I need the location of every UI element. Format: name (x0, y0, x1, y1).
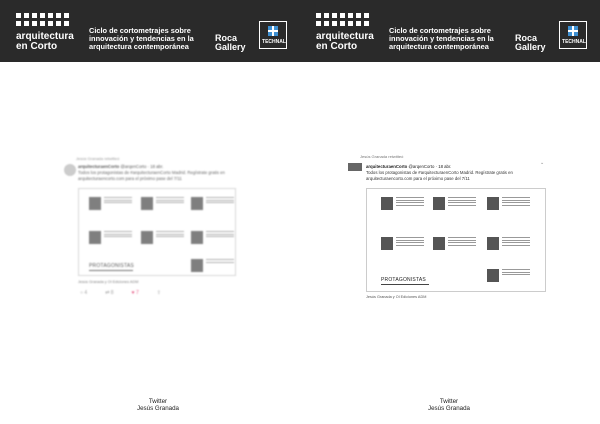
tweet-left[interactable] (64, 154, 238, 304)
tweet-right[interactable] (348, 154, 550, 304)
caption-right: Twitter Jesús Granada (428, 398, 470, 412)
roca-gallery-logo: Roca Gallery (515, 33, 546, 52)
tweet-tagged: Jesús Granada y Ol Ediciones ADM (366, 295, 427, 299)
header-banner (0, 0, 600, 62)
tagline: Ciclo de cortometrajes sobre innovación y tendencias en la arquitectura contemporánea (389, 26, 494, 51)
logo-text: arquitectura en Corto (16, 31, 74, 52)
retweet-icon[interactable]: ⇄ 8 (105, 290, 114, 296)
tweet-actions (80, 290, 161, 296)
tweet-author[interactable]: arquitecturaenCorto @arqenCorto · 18 abr. (366, 164, 452, 169)
tweet-text: Todos los protagonistas de #arquitecturaenCorto Madrid. Regístrate gratis en arquitecturaencorto.com para el próximo pase del 7/11 (366, 170, 513, 181)
card-title: PROTAGONISTAS (381, 277, 426, 283)
technal-logo-icon: TECHNAL (259, 21, 287, 49)
card-title: PROTAGONISTAS (89, 263, 134, 269)
retweet-label: Jesús Granada retwitteó (76, 156, 120, 161)
arquitectura-logo-icon (16, 13, 69, 26)
avatar[interactable] (348, 163, 362, 171)
header-left (0, 0, 300, 62)
caption-left: Twitter Jesús Granada (137, 398, 179, 412)
like-icon[interactable]: ♥ 7 (131, 290, 139, 296)
chevron-down-icon[interactable]: ⌄ (540, 160, 545, 166)
arquitectura-logo-icon (316, 13, 369, 26)
roca-gallery-logo: Roca Gallery (215, 33, 246, 52)
share-icon[interactable]: ⇪ (156, 290, 161, 296)
technal-logo-icon: TECHNAL (559, 21, 587, 49)
tweet-tagged: Jesús Granada y Ol Ediciones ADM (78, 280, 139, 284)
tweet-image-card[interactable] (78, 188, 236, 276)
tweet-text: Todos los protagonistas de #arquitecturaenCorto Madrid. Regístrate gratis en arquitecturaencorto.com para el próximo pase del 7/11 (78, 170, 225, 181)
logo-text: arquitectura en Corto (316, 31, 374, 52)
tagline: Ciclo de cortometrajes sobre innovación y tendencias en la arquitectura contemporánea (89, 26, 194, 51)
avatar[interactable] (64, 164, 76, 176)
retweet-label: Jesús Granada retwitteó (360, 154, 404, 159)
tweet-author[interactable]: arquitecturaenCorto @arqenCorto · 18 abr. (78, 164, 164, 169)
reply-icon[interactable]: ○ 4 (80, 290, 88, 296)
tweet-image-card[interactable] (366, 188, 546, 292)
header-right (300, 0, 600, 62)
